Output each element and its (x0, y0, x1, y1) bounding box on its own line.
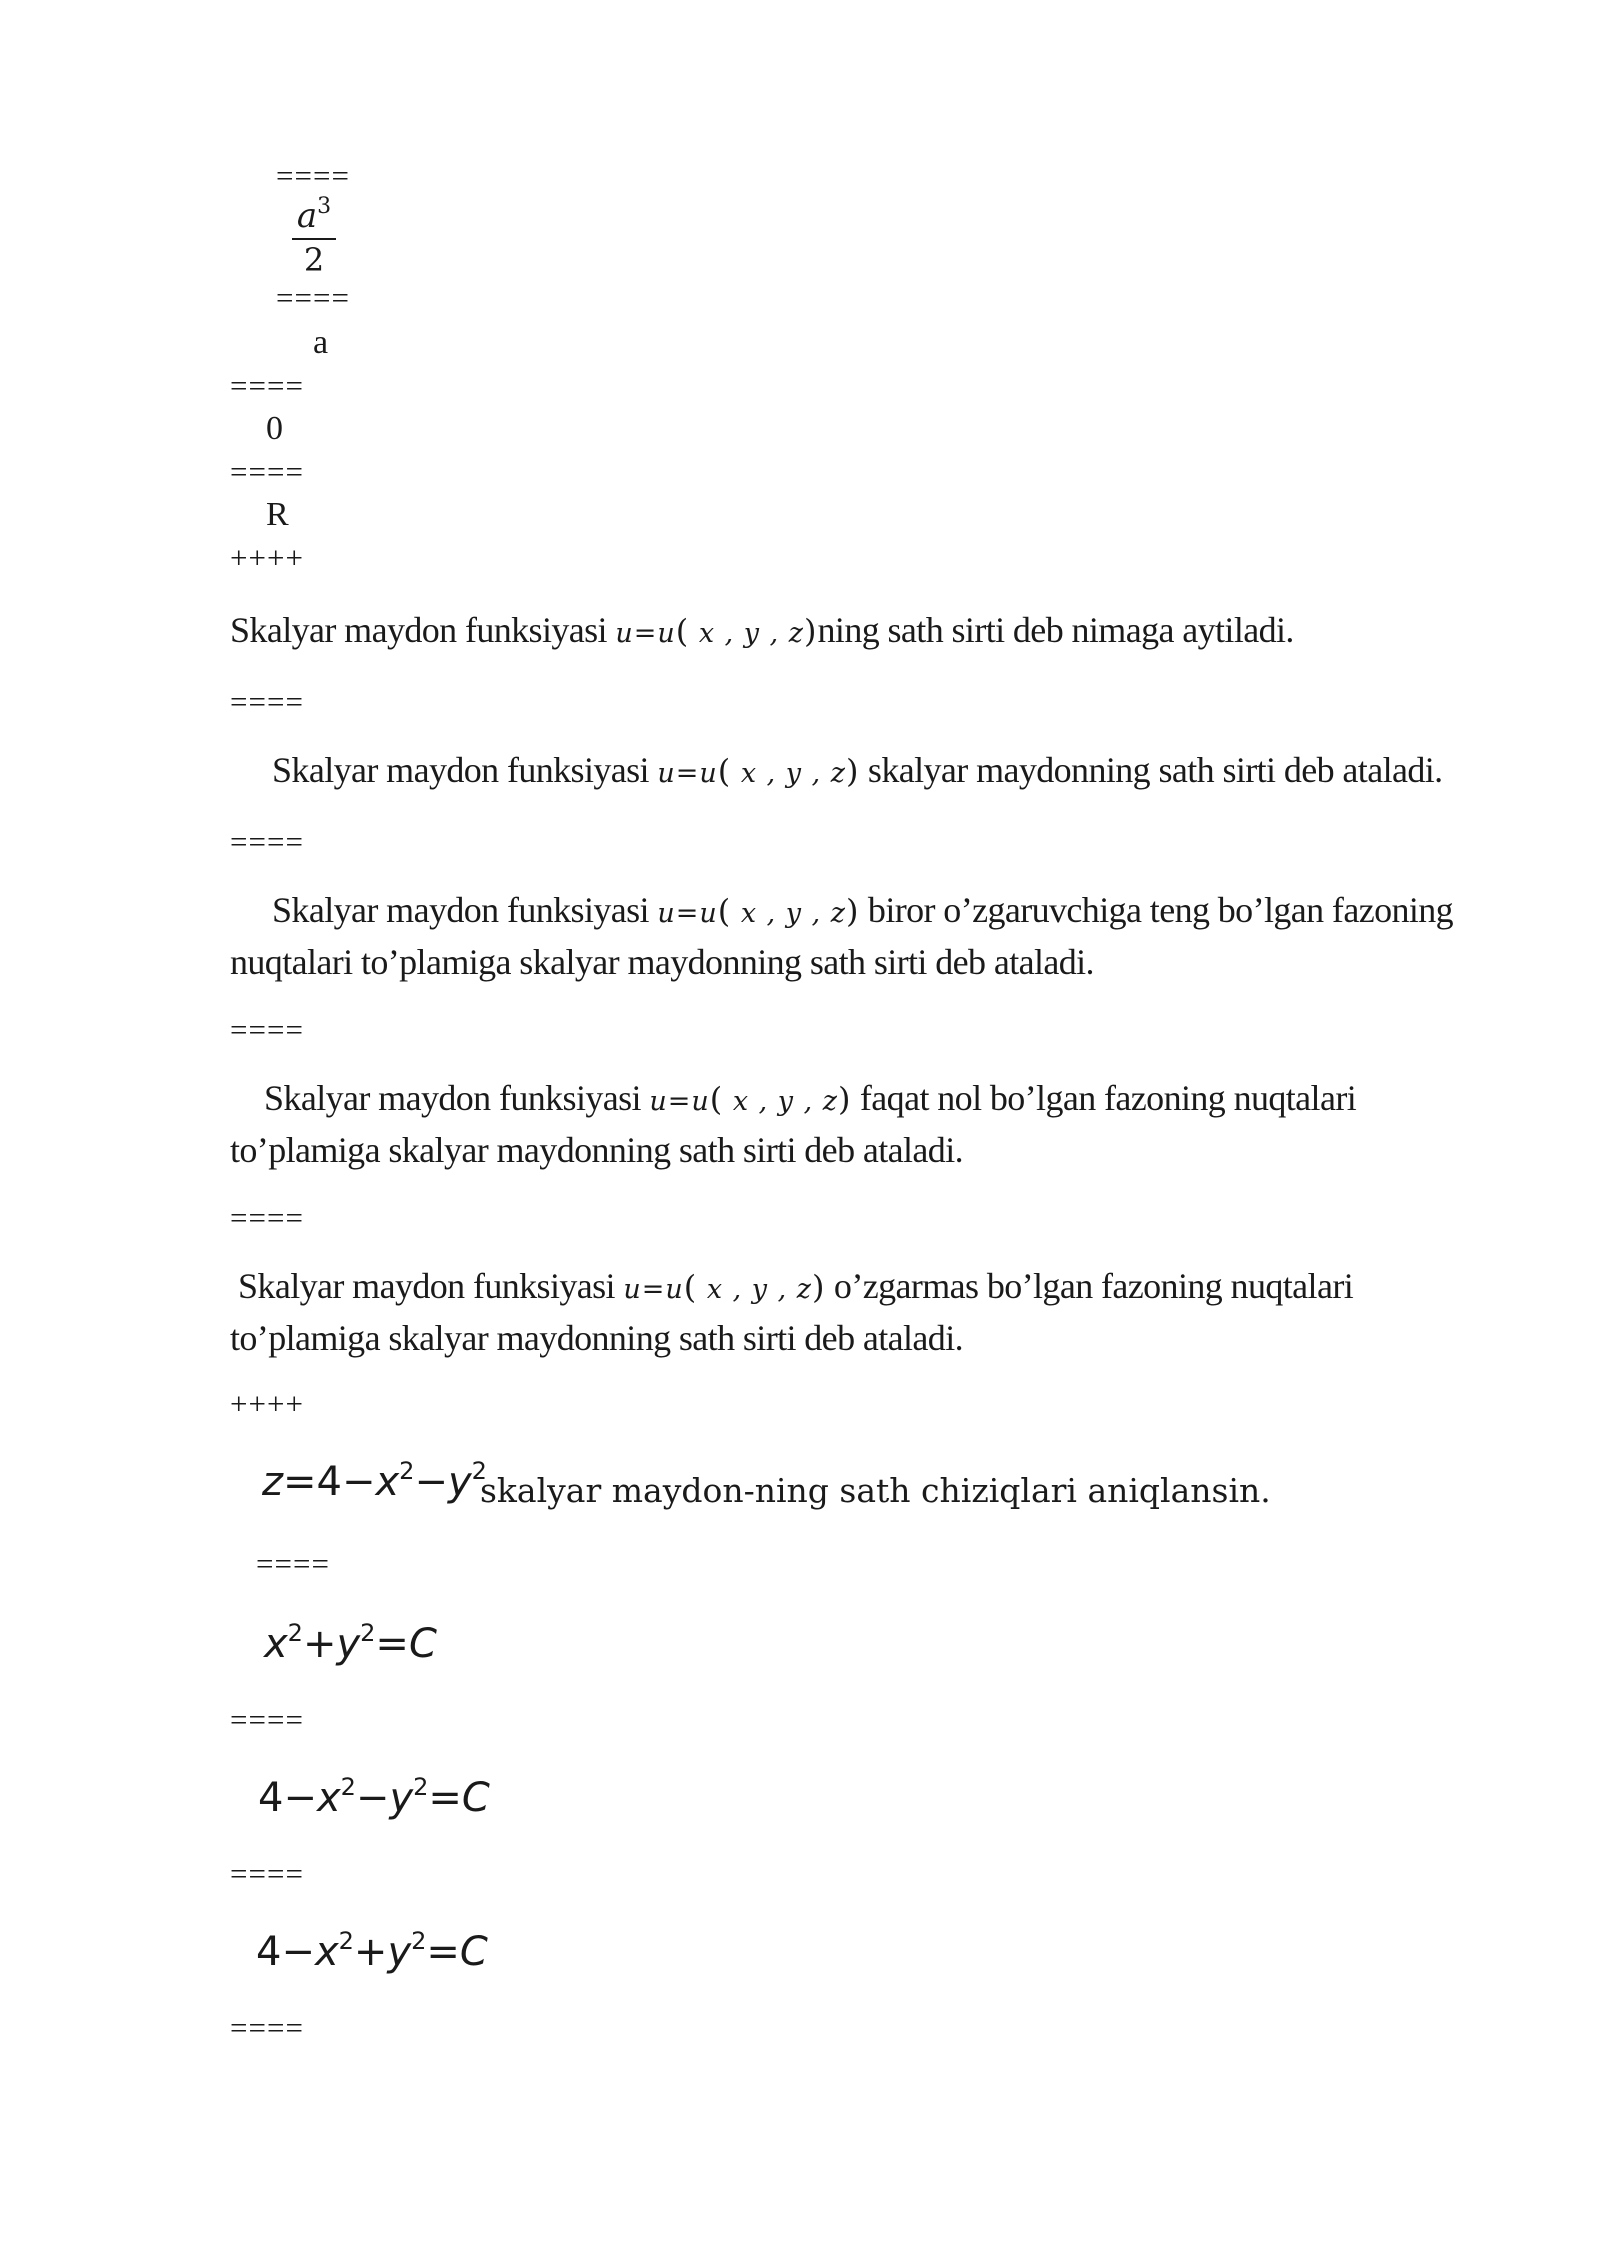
separator: ==== (230, 454, 304, 489)
separator: ==== (276, 280, 350, 315)
fraction-denominator: 2 (303, 241, 325, 279)
separator: ==== (230, 368, 304, 403)
fraction-a3-over-2 (288, 196, 340, 280)
separator: ==== (230, 1200, 304, 1235)
separator: ==== (230, 1856, 304, 1891)
separator: ==== (230, 824, 304, 859)
question-text: skalyar maydon-ning sath chiziqlari aniqlansin. (480, 1471, 1271, 1510)
answer-text: R (266, 496, 289, 533)
answer-text: 0 (266, 410, 283, 447)
formula-u: u=u( x , y , z) (623, 1268, 826, 1306)
separator: ++++ (230, 540, 304, 575)
answer-formula: $4-x^2+y^2=C$ (256, 1927, 488, 1975)
formula-u: u=u( x , y , z) (657, 892, 860, 930)
separator: ==== (230, 2010, 304, 2045)
answer-option: Skalyar maydon funksiyasi u=u( x , y , z) faqat nol bo’lgan fazoning nuqtalari to’plamiga skalyar maydonning sath sirti deb ataladi. (230, 1078, 1357, 1170)
fraction-exponent: 3 (317, 194, 332, 219)
separator: ==== (230, 684, 304, 719)
separator: ==== (230, 1702, 304, 1737)
separator: ==== (230, 1012, 304, 1047)
fraction-numerator: a (296, 196, 318, 236)
question-text: Skalyar maydon funksiyasi u=u( x , y , z)ning sath sirti deb nimaga aytiladi. (230, 610, 1294, 650)
separator: ==== (276, 158, 350, 193)
answer-option: Skalyar maydon funksiyasi u=u( x , y , z) biror o’zgaruvchiga teng bo’lgan fazoning nuqtalari to’plamiga skalyar maydonning sath sirti deb ataladi. (230, 890, 1454, 982)
answer-formula: $4-x^2-y^2=C$ (258, 1773, 490, 1821)
formula-u: u=u( x , y , z) (649, 1080, 852, 1118)
formula-z: $z=4-x^2-y^2$ (262, 1457, 487, 1505)
formula-u: u=u( x , y , z) (657, 752, 860, 790)
formula-u: u=u( x , y , z) (615, 612, 818, 650)
separator: ==== (256, 1546, 330, 1581)
answer-text: a (313, 324, 329, 361)
separator: ++++ (230, 1386, 304, 1421)
answer-option: Skalyar maydon funksiyasi u=u( x , y , z) skalyar maydonning sath sirti deb ataladi. (272, 750, 1443, 790)
answer-formula: $x^2+y^2=C$ (264, 1619, 437, 1667)
answer-option: Skalyar maydon funksiyasi u=u( x , y , z) o’zgarmas bo’lgan fazoning nuqtalari to’plamiga skalyar maydonning sath sirti deb ataladi. (230, 1266, 1354, 1358)
